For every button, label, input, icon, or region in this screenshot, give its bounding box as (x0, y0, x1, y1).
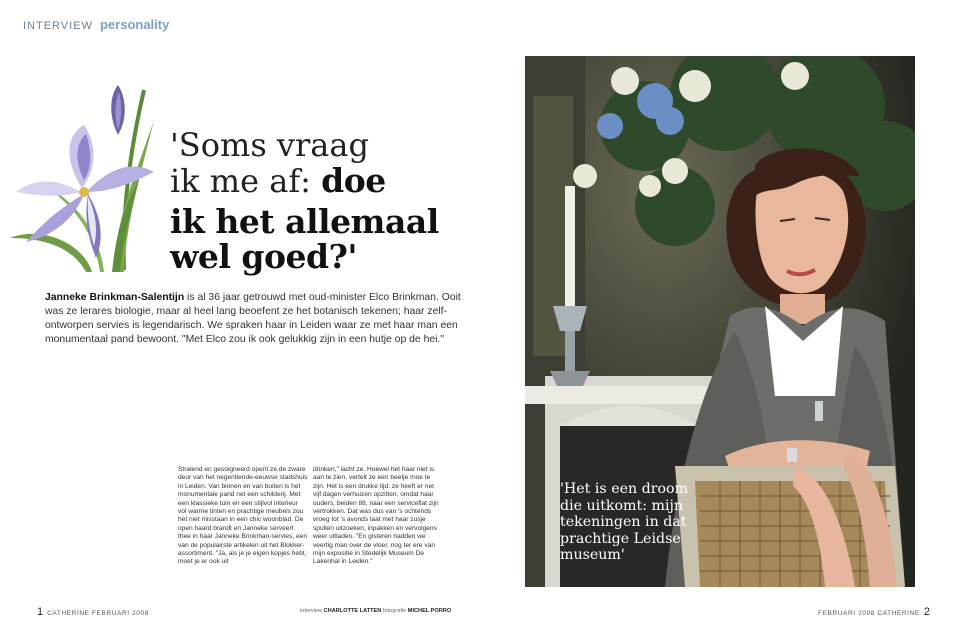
page-number-left: 1 (37, 606, 44, 618)
credits-prefix-2: fotografie (381, 608, 408, 614)
headline-line-3: ik het allemaal (170, 202, 439, 241)
iris-illustration (4, 60, 164, 275)
credits-interviewer: CHARLOTTE LATTEN (323, 608, 382, 614)
headline-line-1: 'Soms vraag (170, 126, 369, 164)
lead-name: Janneke Brinkman-Salentijn (45, 292, 185, 303)
headline-line-2 (170, 163, 470, 204)
body-column-1: Stralend en gesoigneerd opent ze de zware deur van het negentiende-eeuwse stadshuis in Leiden. Van binnen en van buiten is het monumentale pand net een schilderij. Met een klassieke tuin en een stijlvol interieur vol warme tinten en prachtige meubels zou het niet misstaan in een chic woonblad. De open haard brandt en Janneke serveert thee in haar Janneke Brinkman-servies, een van de populairste artikelen uit het Blokker-assortiment. "Ja, als je je eigen kopjes hebt, moet je er ook uit (178, 466, 308, 566)
lead-paragraph (45, 291, 465, 347)
section-topic: personality (99, 17, 170, 32)
headline-line-4: wel goed?' (170, 237, 358, 276)
section-label (23, 17, 169, 32)
footer-left-text: CATHERINE FEBRUARI 2008 (47, 610, 149, 617)
lead-text: is al 36 jaar getrouwd met oud-minister Elco Brinkman. Ooit was ze lerares biologie, maar al heel lang beoefent ze het botanisch tekenen; haar zelf-ontworpen servies is legendarisch. We spraken haar in Leiden waar ze met haar man een monumentaal pand bewoont. "Met Elco zou ik ook gelukkig zijn in een hutje op de hei." (45, 292, 461, 345)
credits-photographer: MICHEL PORRO (407, 608, 452, 614)
headline-line-2-bold: doe (321, 161, 386, 200)
page-number-right: 2 (923, 606, 930, 618)
headline (170, 128, 470, 274)
credits-prefix-1: interview (300, 608, 324, 614)
pull-quote: 'Het is een droom die uitkomt: mijn tekeningen in dat prachtige Leidse museum' (560, 481, 689, 564)
body-column-2: drinken," lacht ze. Hoewel het haar niet is aan te zien, vertelt ze een beetje moe te zijn. Het is een drukke tijd: ze heeft er net vijf dagen verhuizen opzitten, omdat haar ouders, beiden 88, naar een serviceflat zijn vertrokken. Dat was dus van 's ochtends vroeg tot 's avonds laat met haar zusje spullen uitzoeken, inpakken en vervolgens weer uitladen. "En gisteren hadden we veertig man over de vloer, nog ter ere van mijn expositie in Stedelijk Museum De Lakenhal in Leiden." (313, 466, 439, 566)
section-kicker: INTERVIEW (23, 20, 93, 32)
footer-left (33, 606, 149, 618)
photo-credits (300, 608, 451, 614)
headline-line-2-light: ik me af: (170, 162, 322, 200)
footer-right-text: FEBRUARI 2008 CATHERINE (818, 610, 920, 617)
footer-right (818, 606, 934, 618)
